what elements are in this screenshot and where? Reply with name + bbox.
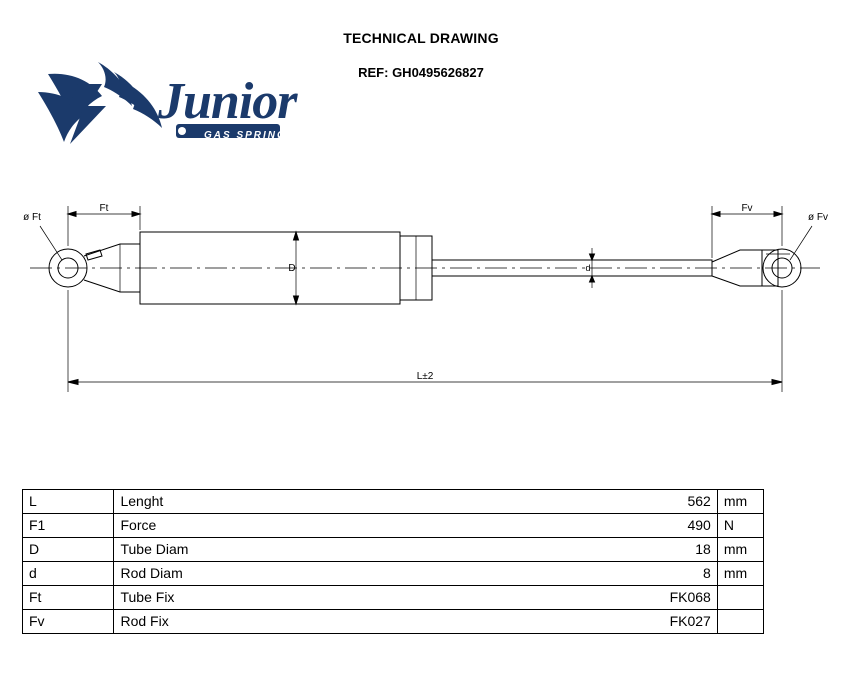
- cell-symbol: L: [23, 490, 114, 514]
- page-title: TECHNICAL DRAWING: [343, 30, 499, 46]
- cell-unit: mm: [717, 538, 763, 562]
- cell-description: Lenght: [114, 490, 408, 514]
- specification-table: [22, 489, 764, 634]
- label-fv-diam: ø Fv: [808, 212, 828, 223]
- spec-table-body: [23, 490, 764, 634]
- rod-eyelet-neck-bottom: [712, 276, 762, 286]
- cell-symbol: Ft: [23, 586, 114, 610]
- table-row: [23, 538, 764, 562]
- cell-unit: [717, 610, 763, 634]
- tube-eyelet-neck-bottom: [84, 280, 140, 292]
- cell-description: Rod Diam: [114, 562, 408, 586]
- cell-unit: mm: [717, 562, 763, 586]
- table-row: [23, 610, 764, 634]
- label-ft-dim: Ft: [99, 203, 109, 214]
- fv-diam-leader: [790, 226, 812, 260]
- label-tube-diam: D: [288, 263, 296, 274]
- gas-spring-drawing: [0, 170, 842, 420]
- reference-line: REF: GH0495626827: [358, 65, 484, 80]
- table-row: [23, 586, 764, 610]
- cell-description: Rod Fix: [114, 610, 408, 634]
- brand-logo: [28, 58, 303, 158]
- logo-wordmark: Junior: [158, 73, 297, 130]
- label-overall-length: L±2: [416, 371, 434, 382]
- tube-eyelet-neck-top: [84, 244, 140, 256]
- cell-unit: [717, 586, 763, 610]
- logo-tagline: GAS SPRING: [204, 130, 287, 141]
- gas-spring-svg: [0, 170, 842, 420]
- cell-unit: mm: [717, 490, 763, 514]
- table-row: [23, 490, 764, 514]
- cell-value: 8: [408, 562, 718, 586]
- label-ft-diam: ø Ft: [23, 212, 41, 223]
- cell-description: Tube Fix: [114, 586, 408, 610]
- cell-value: FK027: [408, 610, 718, 634]
- label-fv-dim: Fv: [741, 203, 753, 214]
- table-row: [23, 514, 764, 538]
- cell-description: Force: [114, 514, 408, 538]
- label-rod-diam: d: [585, 263, 591, 273]
- cell-unit: N: [717, 514, 763, 538]
- cell-symbol: F1: [23, 514, 114, 538]
- table-row: [23, 562, 764, 586]
- cell-value: 562: [408, 490, 718, 514]
- rod-eyelet-neck-top: [712, 250, 762, 262]
- cell-value: 18: [408, 538, 718, 562]
- cell-value: FK068: [408, 586, 718, 610]
- cell-symbol: Fv: [23, 610, 114, 634]
- ft-diam-leader: [40, 226, 62, 260]
- cell-symbol: D: [23, 538, 114, 562]
- cell-description: Tube Diam: [114, 538, 408, 562]
- cell-symbol: d: [23, 562, 114, 586]
- cell-value: 490: [408, 514, 718, 538]
